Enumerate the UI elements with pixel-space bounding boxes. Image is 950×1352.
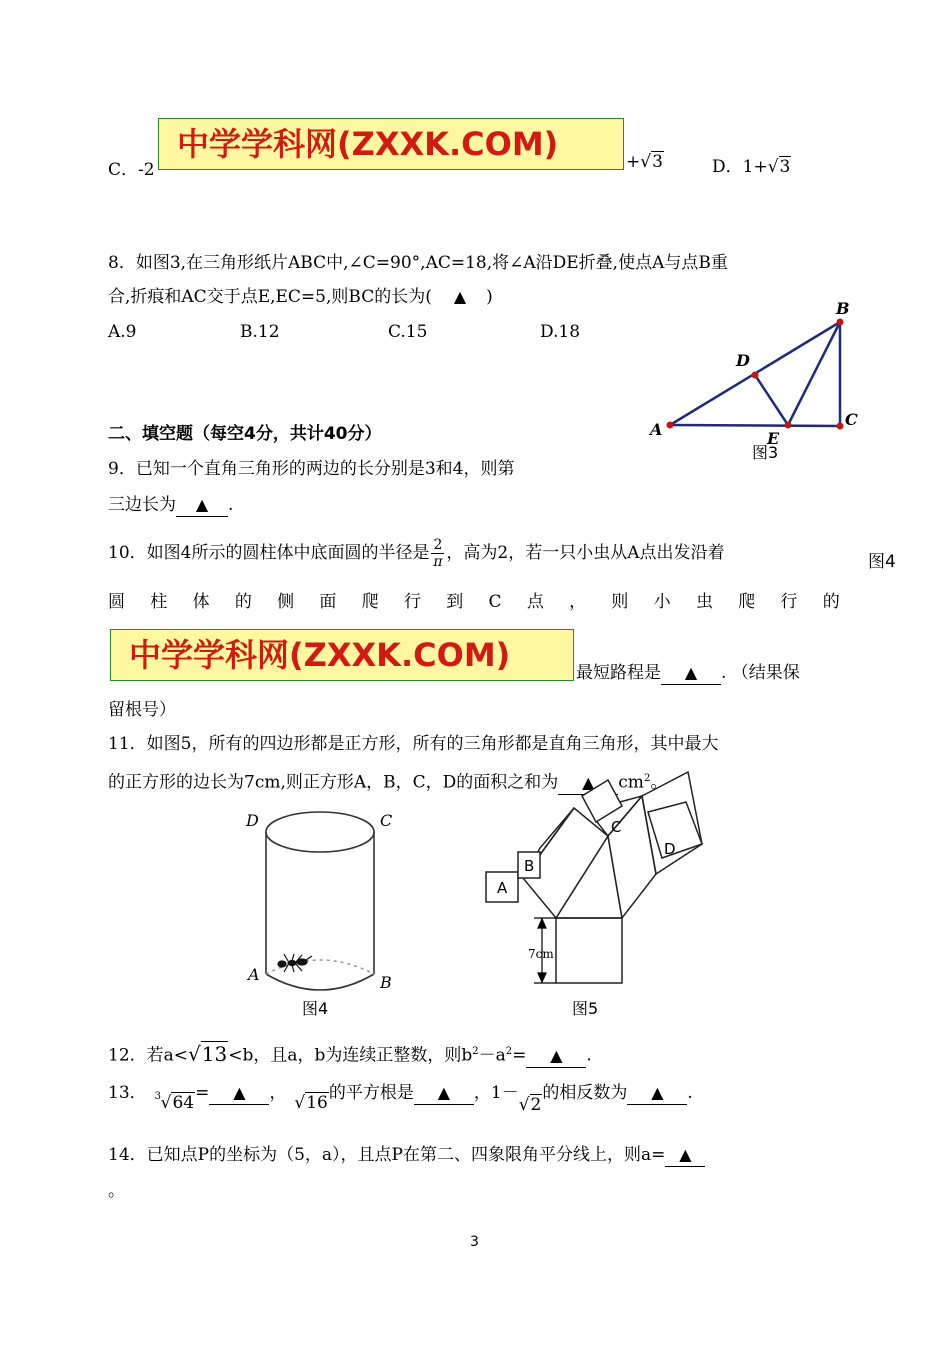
answer-blank: ▲ xyxy=(661,662,721,685)
watermark-text: 中学学科网(ZXXK.COM) xyxy=(129,636,511,674)
q11-line1: 11．如图5，所有的四边形都是正方形，所有的三角形都是直角三角形，其中最大 xyxy=(108,734,719,754)
watermark-banner-top xyxy=(158,118,624,170)
figure-5-squares xyxy=(480,766,720,1022)
label-c: C xyxy=(380,811,393,830)
q9-line1: 9．已知一个直角三角形的两边的长分别是3和4，则第 xyxy=(108,459,515,479)
q7-option-d: D．1+√3 xyxy=(712,157,791,177)
q8-option-b: B.12 xyxy=(240,322,280,342)
answer-blank: ▲ xyxy=(453,287,467,306)
watermark-text: 中学学科网(ZXXK.COM) xyxy=(177,125,559,163)
section-heading: 二、填空题（每空4分，共计40分） xyxy=(108,424,382,444)
q7-option-c xyxy=(108,155,155,180)
answer-blank: ▲ xyxy=(526,1045,586,1068)
fraction: $\frac{2}{\pi}$ xyxy=(433,537,443,570)
label-d: D xyxy=(664,840,676,858)
answer-blank: ▲ xyxy=(627,1082,687,1105)
label-b: B xyxy=(524,857,535,875)
figure-5-caption: 图5 xyxy=(572,999,599,1018)
square-c xyxy=(582,780,622,822)
q10-line4: 留根号） xyxy=(108,700,176,720)
q8-line1: 8．如图3,在三角形纸片ABC中,∠C=90°,AC=18,将∠A沿DE折叠,使点A与点B重 xyxy=(108,253,728,273)
label-c: C xyxy=(611,818,622,836)
label-a: A xyxy=(650,420,663,439)
point-b xyxy=(837,319,844,326)
answer-blank: ▲ xyxy=(558,772,618,795)
figure-3-caption: 图3 xyxy=(752,443,779,462)
label-b: B xyxy=(836,299,850,318)
sqrt-symbol: √16 xyxy=(294,1093,328,1113)
q8-line2: 合,折痕和AC交于点E,EC=5,则BC的长为( ▲ ) xyxy=(108,287,493,307)
figure-3-triangle xyxy=(640,292,880,467)
sqrt-symbol: √3 xyxy=(640,152,663,172)
answer-blank: ▲ xyxy=(176,494,228,517)
q8-option-c: C.15 xyxy=(388,322,428,342)
watermark-banner-middle xyxy=(110,629,574,681)
answer-blank: ▲ xyxy=(665,1144,705,1167)
cube-root-symbol: 3 √64 xyxy=(154,1091,195,1113)
q12-line: 12．若a<√13<b，且a，b为连续正整数，则$b^2-a^2=$ ▲ . xyxy=(108,1041,592,1066)
label-a: A xyxy=(497,879,508,897)
q14-line2: 。 xyxy=(108,1181,125,1201)
q11-line2: 的正方形的边长为7cm,则正方形A，B，C，D的面积之和为 ▲ $cm^2$。 xyxy=(108,772,668,793)
label-b: B xyxy=(380,973,392,992)
answer-blank: ▲ xyxy=(414,1082,474,1105)
sqrt-symbol: √2 xyxy=(518,1095,542,1115)
q13-line: 13． 3 √64= ▲ ， √16的平方根是 ▲ ，1－√2的相反数为 ▲ . xyxy=(108,1083,693,1115)
point-d xyxy=(752,372,759,379)
label-d: D xyxy=(246,811,259,830)
side-length-label: 7cm xyxy=(528,947,554,961)
label-a: A xyxy=(248,965,260,984)
q8-option-d: D.18 xyxy=(540,322,581,342)
point-e xyxy=(785,422,792,429)
label-c: C xyxy=(845,410,858,429)
figure-4-caption: 图4 xyxy=(302,999,329,1018)
sqrt-symbol: √13 xyxy=(188,1041,228,1066)
q7-option-c-tail: +√3 xyxy=(626,152,663,172)
q14-line1: 14．已知点P的坐标为（5，a），且点P在第二、四象限角平分线上，则a= ▲ xyxy=(108,1144,705,1167)
page-number: 3 xyxy=(470,1234,479,1250)
q10-figure-label: 图4 xyxy=(868,552,896,572)
figure-4-cylinder xyxy=(240,806,410,1022)
q10-line1: 10．如图4所示的圆柱体中底面圆的半径是 $\frac{2}{\pi}$ ，高为2，若一只小虫从A点出发沿着 xyxy=(108,537,725,570)
ant-icon xyxy=(278,954,312,972)
q10-line3: 最短路程是 ▲ . （结果保 xyxy=(576,663,800,683)
label-e: E xyxy=(767,429,780,448)
largest-square xyxy=(556,918,622,983)
q8-option-a: A.9 xyxy=(108,322,137,342)
q9-line2: 三边长为 ▲ . xyxy=(108,495,234,515)
point-a xyxy=(667,422,674,429)
sqrt-symbol: √3 xyxy=(767,157,791,177)
label-d: D xyxy=(736,351,750,370)
point-c xyxy=(837,423,844,430)
answer-blank: ▲ xyxy=(209,1082,269,1105)
q10-line2: 圆 柱 体 的 侧 面 爬 行 到 C 点 ， 则 小 虫 爬 行 的 xyxy=(108,592,840,612)
q7-c-prefix: C．-2 xyxy=(108,160,155,180)
